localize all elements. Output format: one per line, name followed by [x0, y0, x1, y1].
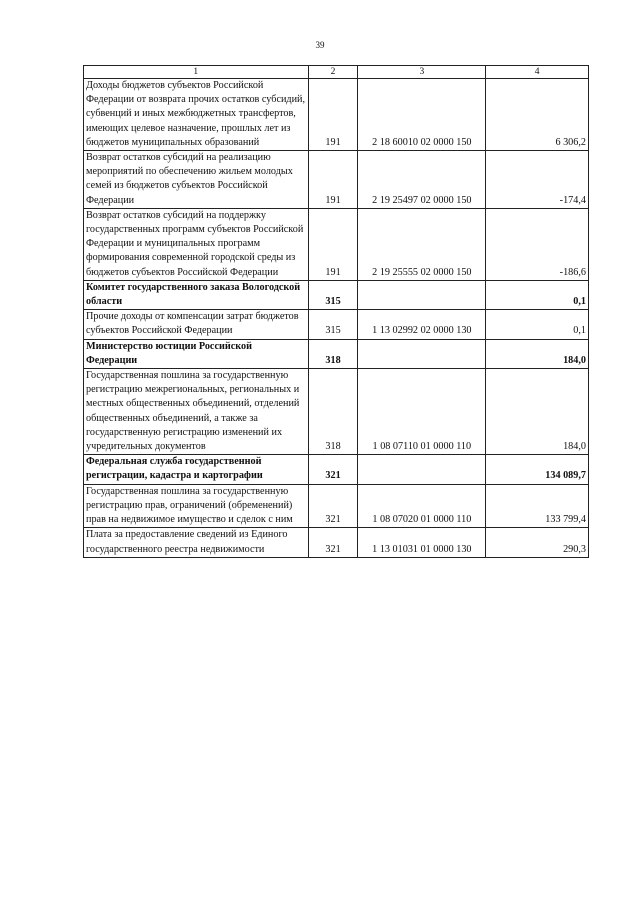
amount: -186,6 [486, 208, 589, 280]
revenue-name: Возврат остатков субсидий на поддержку государственных программ субъектов Российской Федерации и муниципальных программ формирования современной городской среды из бюджетов субъектов Российской Федерации [84, 208, 309, 280]
table-row [84, 79, 589, 151]
revenue-name: Прочие доходы от компенсации затрат бюджетов субъектов Российской Федерации [84, 310, 309, 339]
table-row [84, 208, 589, 280]
revenue-name: Государственная пошлина за государственную регистрацию межрегиональных, региональных и местных общественных объединений, отделений общественных объединений, а также за государственную регистрацию изменений их учредительных документов [84, 369, 309, 455]
admin-code: 318 [308, 339, 358, 368]
admin-code: 321 [308, 484, 358, 528]
budget-revenue-table [83, 65, 589, 558]
table-row [84, 369, 589, 455]
amount: 133 799,4 [486, 484, 589, 528]
organization-name: Федеральная служба государственной регистрации, кадастра и картографии [84, 455, 309, 484]
organization-total: 0,1 [486, 280, 589, 309]
header-col-1: 1 [84, 66, 309, 79]
table-row [84, 310, 589, 339]
table-row [84, 151, 589, 209]
table-header-row [84, 66, 589, 79]
organization-row [84, 339, 589, 368]
budget-classification-code: 1 13 01031 01 0000 130 [358, 528, 486, 557]
budget-classification-code [358, 280, 486, 309]
revenue-name: Доходы бюджетов субъектов Российской Федерации от возврата прочих остатков субсидий, субвенций и иных межбюджетных трансфертов, имеющих целевое назначение, прошлых лет из бюджетов муниципальных образований [84, 79, 309, 151]
revenue-name: Возврат остатков субсидий на реализацию мероприятий по обеспечению жильем молодых семей из бюджетов субъектов Российской Федерации [84, 151, 309, 209]
admin-code: 191 [308, 79, 358, 151]
budget-classification-code: 1 13 02992 02 0000 130 [358, 310, 486, 339]
organization-total: 184,0 [486, 339, 589, 368]
budget-classification-code: 2 18 60010 02 0000 150 [358, 79, 486, 151]
header-col-3: 3 [358, 66, 486, 79]
admin-code: 318 [308, 369, 358, 455]
budget-classification-code: 2 19 25555 02 0000 150 [358, 208, 486, 280]
admin-code: 191 [308, 151, 358, 209]
admin-code: 191 [308, 208, 358, 280]
organization-name: Комитет государственного заказа Вологодской области [84, 280, 309, 309]
organization-row [84, 455, 589, 484]
revenue-name: Плата за предоставление сведений из Единого государственного реестра недвижимости [84, 528, 309, 557]
amount: 0,1 [486, 310, 589, 339]
amount: 6 306,2 [486, 79, 589, 151]
amount: 184,0 [486, 369, 589, 455]
organization-row [84, 280, 589, 309]
revenue-name: Государственная пошлина за государственную регистрацию прав, ограничений (обременений) прав на недвижимое имущество и сделок с ним [84, 484, 309, 528]
header-col-4: 4 [486, 66, 589, 79]
admin-code: 315 [308, 280, 358, 309]
organization-total: 134 089,7 [486, 455, 589, 484]
admin-code: 315 [308, 310, 358, 339]
budget-classification-code [358, 455, 486, 484]
table-row [84, 528, 589, 557]
budget-classification-code [358, 339, 486, 368]
table-row [84, 484, 589, 528]
budget-classification-code: 1 08 07110 01 0000 110 [358, 369, 486, 455]
budget-classification-code: 1 08 07020 01 0000 110 [358, 484, 486, 528]
page-number: 39 [315, 40, 325, 50]
admin-code: 321 [308, 528, 358, 557]
budget-classification-code: 2 19 25497 02 0000 150 [358, 151, 486, 209]
header-col-2: 2 [308, 66, 358, 79]
amount: 290,3 [486, 528, 589, 557]
amount: -174,4 [486, 151, 589, 209]
organization-name: Министерство юстиции Российской Федерации [84, 339, 309, 368]
admin-code: 321 [308, 455, 358, 484]
